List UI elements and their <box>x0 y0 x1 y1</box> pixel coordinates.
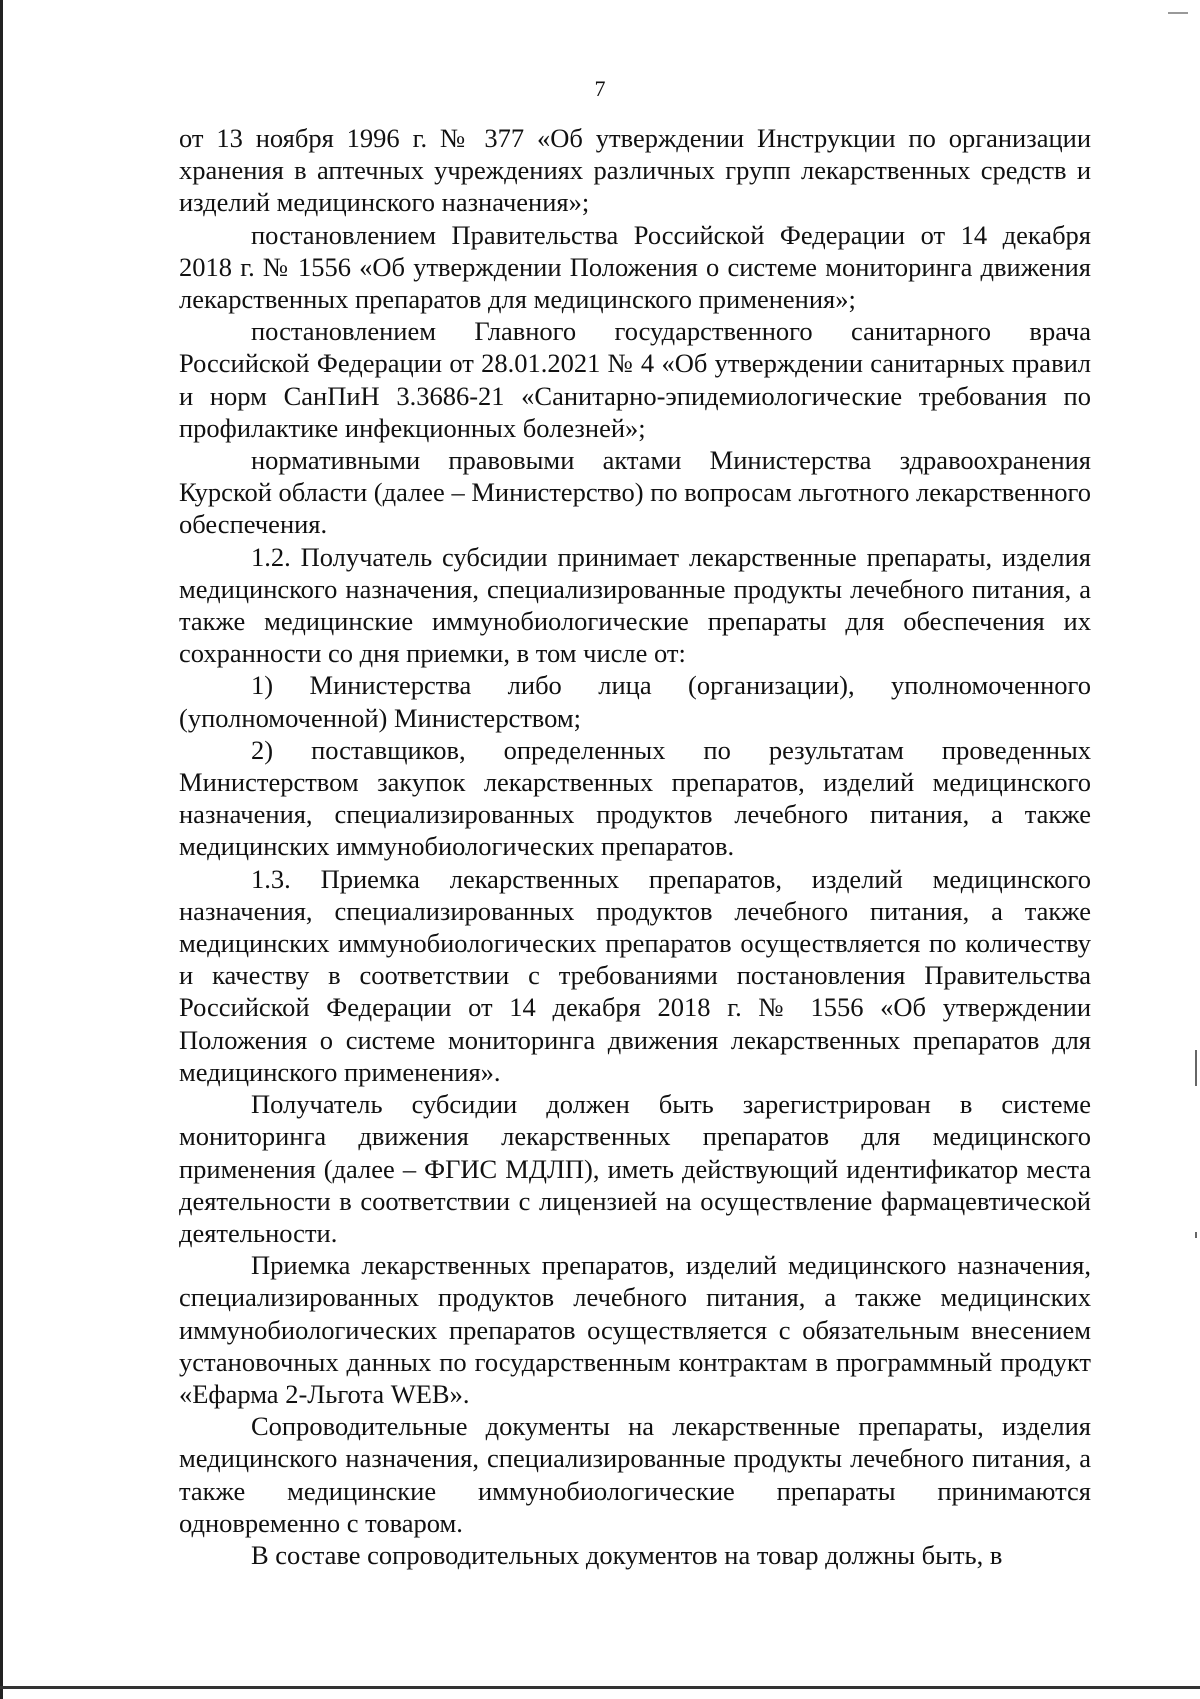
paragraph: Приемка лекарственных препаратов, изделий медицинского назначения, специализированных продуктов лечебного питания, а также медицинских иммунобиологических препаратов осуществляется с обязательным внесением установочных данных по государственным контрактам в программный продукт «Ефарма 2-Льгота WEB». <box>179 1250 1091 1409</box>
paragraph: Сопроводительные документы на лекарственные препараты, изделия медицинского назначения, специализированные продукты лечебного питания, а также медицинские иммунобиологические препараты принимаются одновременно с товаром. <box>179 1411 1091 1538</box>
scan-mark-top <box>1168 12 1188 14</box>
paragraph: постановлением Правительства Российской Федерации от 14 декабря 2018 г. № 1556 «Об утверждении Положения о системе мониторинга движения лекарственных препаратов для медицинского применения»; <box>179 219 1091 315</box>
list-item-1: 1) Министерства либо лица (организации), уполномоченного (уполномоченной) Министерством; <box>179 670 1091 733</box>
paragraph: Получатель субсидии должен быть зарегистрирован в системе мониторинга движения лекарственных препаратов для медицинского применения (далее – ФГИС МДЛП), иметь действующий идентификатор места деятельности в соответствии с лицензией на осуществление фармацевтической деятельности. <box>179 1089 1091 1248</box>
section-1-3: 1.3. Приемка лекарственных препаратов, изделий медицинского назначения, специализированных продуктов лечебного питания, а также медицинских иммунобиологических препаратов осуществляется по количеству и качеству в соответствии с требованиями постановления Правительства Российской Федерации от 14 декабря 2018 г. № 1556 «Об утверждении Положения о системе мониторинга движения лекарственных препаратов для медицинского применения». <box>179 863 1091 1087</box>
list-item-2: 2) поставщиков, определенных по результатам проведенных Министерством закупок лекарственных препаратов, изделий медицинского назначения, специализированных продуктов лечебного питания, а также медицинских иммунобиологических препаратов. <box>179 734 1091 862</box>
paragraph: постановлением Главного государственного санитарного врача Российской Федерации от 28.01.2021 № 4 «Об утверждении санитарных правил и норм СанПиН 3.3686-21 «Санитарно-эпидемиологические требования по профилактике инфекционных болезней»; <box>179 316 1091 443</box>
document-body <box>179 122 1091 1571</box>
scan-edge-left <box>0 0 3 1699</box>
paragraph: В составе сопроводительных документов на товар должны быть, в <box>251 1539 1003 1570</box>
scan-mark-right <box>1195 1050 1197 1086</box>
section-1-2: 1.2. Получатель субсидии принимает лекарственные препараты, изделия медицинского назначения, специализированные продукты лечебного питания, а также медицинские иммунобиологические препараты для обеспечения их сохранности со дня приемки, в том числе от: <box>179 541 1091 669</box>
scan-mark-right <box>1195 1232 1197 1238</box>
paragraph-continuation: от 13 ноября 1996 г. № 377 «Об утверждении Инструкции по организации хранения в аптечных учреждениях различных групп лекарственных средств и изделий медицинского назначения»; <box>179 123 1091 218</box>
paragraph: нормативными правовыми актами Министерства здравоохранения Курской области (далее – Министерство) по вопросам льготного лекарственного обеспечения. <box>179 445 1091 540</box>
page-number: 7 <box>594 76 606 101</box>
scan-edge-bottom <box>0 1686 1200 1689</box>
